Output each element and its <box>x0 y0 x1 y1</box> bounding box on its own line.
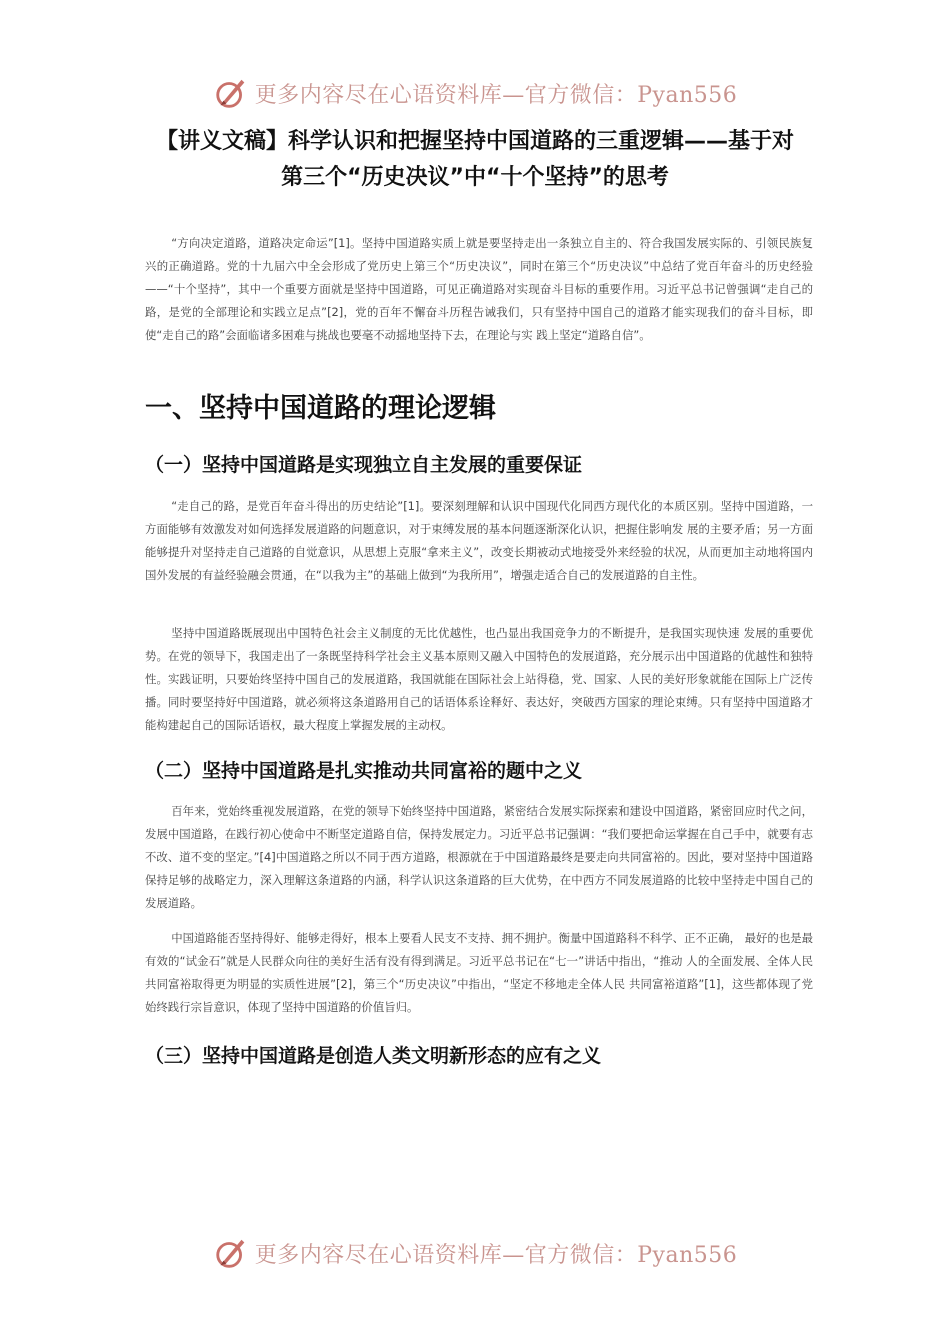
subsection-2-heading: （二）坚持中国道路是扎实推动共同富裕的题中之义 <box>145 760 583 782</box>
watermark-footer <box>0 1232 950 1274</box>
watermark-text: 更多内容尽在心语资料库—官方微信：Pyan556 <box>254 82 738 108</box>
subsection-2-paragraph-2: 中国道路能否坚持得好、能够走得好，根本上要看人民支不支持、拥不拥护。衡量中国道路科不科学、正不正确， 最好的也是最有效的“试金石”就是人民群众向往的美好生活有没有得到满足。习近平总书记在“七一”讲话中指出，“推动 人的全面发展、全体人民共同富裕取得更为明显的实质性进展”[2]，第三个“历史决议”中指出，“坚定不移地走全体人民 共同富裕道路”[1]，这些都体现了党始终践行宗旨意识，体现了坚持中国道路的价值旨归。 <box>145 931 813 1014</box>
quill-logo-icon <box>213 74 251 112</box>
subsection-1-paragraph-1: “走自己的路，是党百年奋斗得出的历史结论”[1]。要深刻理解和认识中国现代化同西方现代化的本质区别。坚持中国道路，一方面能够有效激发对如何选择发展道路的问题意识，对于束缚发展的基本问题逐渐深化认识，把握住影响发 展的主要矛盾；另一方面能够提升对坚持走自己道路的自觉意识，从思想上克服“拿来主义”，改变长期被动式地接受外来经验的状况，从而更加主动地将国内国外发展的有益经验融会贯通，在“以我为主”的基础上做到“为我所用”，增强走适合自己的发展道路的自主性。 <box>145 499 813 582</box>
subsection-2-paragraph-1: 百年来，党始终重视发展道路，在党的领导下始终坚持中国道路，紧密结合发展实际探索和建设中国道路，紧密回应时代之问，发展中国道路，在践行初心使命中不断坚定道路自信，保持发展定力。习近平总书记强调：“我们要把命运掌握在自己手中，就要有志不改、道不变的坚定。”[4]中国道路之所以不同于西方道路，根源就在于中国道路最终是要走向共同富裕的。因此，要对坚持中国道路保持足够的战略定力，深入理解这条道路的内涵，科学认识这条道路的巨大优势，在中西方不同发展道路的比较中坚持走中国自己的发展道路。 <box>145 804 813 910</box>
title-line-1: 【讲义文稿】科学认识和把握坚持中国道路的三重逻辑——基于对 <box>155 129 794 154</box>
subsection-3-heading: （三）坚持中国道路是创造人类文明新形态的应有之义 <box>145 1045 602 1067</box>
intro-paragraph: “方向决定道路，道路决定命运”[1]。坚持中国道路实质上就是要坚持走出一条独立自主的、符合我国发展实际的、引领民族复兴的正确道路。党的十九届六中全会形成了党历史上第三个“历史决议”，同时在第三个“历史决议”中总结了党百年奋斗的历史经验——“十个坚持”，其中一个重要方面就是坚持中国道路，可见正确道路对实现奋斗目标的重要作用。习近平总书记曾强调“走自己的路，是党的全部理论和实践立足点”[2]，党的百年不懈奋斗历程告诫我们，只有坚持中国自己的道路才能实现我们的奋斗目标，即使“走自己的路”会面临诸多困难与挑战也要毫不动摇地坚持下去，在理论与实 践上坚定“道路自信”。 <box>145 236 813 342</box>
subsection-1-paragraph-2: 坚持中国道路既展现出中国特色社会主义制度的无比优越性，也凸显出我国竞争力的不断提升，是我国实现快速 发展的重要优势。在党的领导下，我国走出了一条既坚持科学社会主义基本原则又融入中国特色的发展道路，充分展示出中国道路的优越性和独特性。实践证明，只要始终坚持中国自己的发展道路，我国就能在国际社会上站得稳，党、国家、人民的美好形象就能在国际上广泛传播。同时要坚持好中国道路，就必须将这条道路用自己的话语体系诠释好、表达好，突破西方国家的理论束缚。只有坚持中国道路才能构建起自己的国际话语权，最大程度上掌握发展的主动权。 <box>145 626 813 732</box>
section-1-heading: 一、坚持中国道路的理论逻辑 <box>145 393 496 424</box>
title-line-2: 第三个“历史决议”中“十个坚持”的思考 <box>281 165 669 190</box>
watermark-text: 更多内容尽在心语资料库—官方微信：Pyan556 <box>254 1242 738 1268</box>
quill-logo-icon <box>213 1234 251 1272</box>
watermark-header <box>0 72 950 114</box>
subsection-1-heading: （一）坚持中国道路是实现独立自主发展的重要保证 <box>145 454 583 476</box>
document-title <box>60 124 890 196</box>
